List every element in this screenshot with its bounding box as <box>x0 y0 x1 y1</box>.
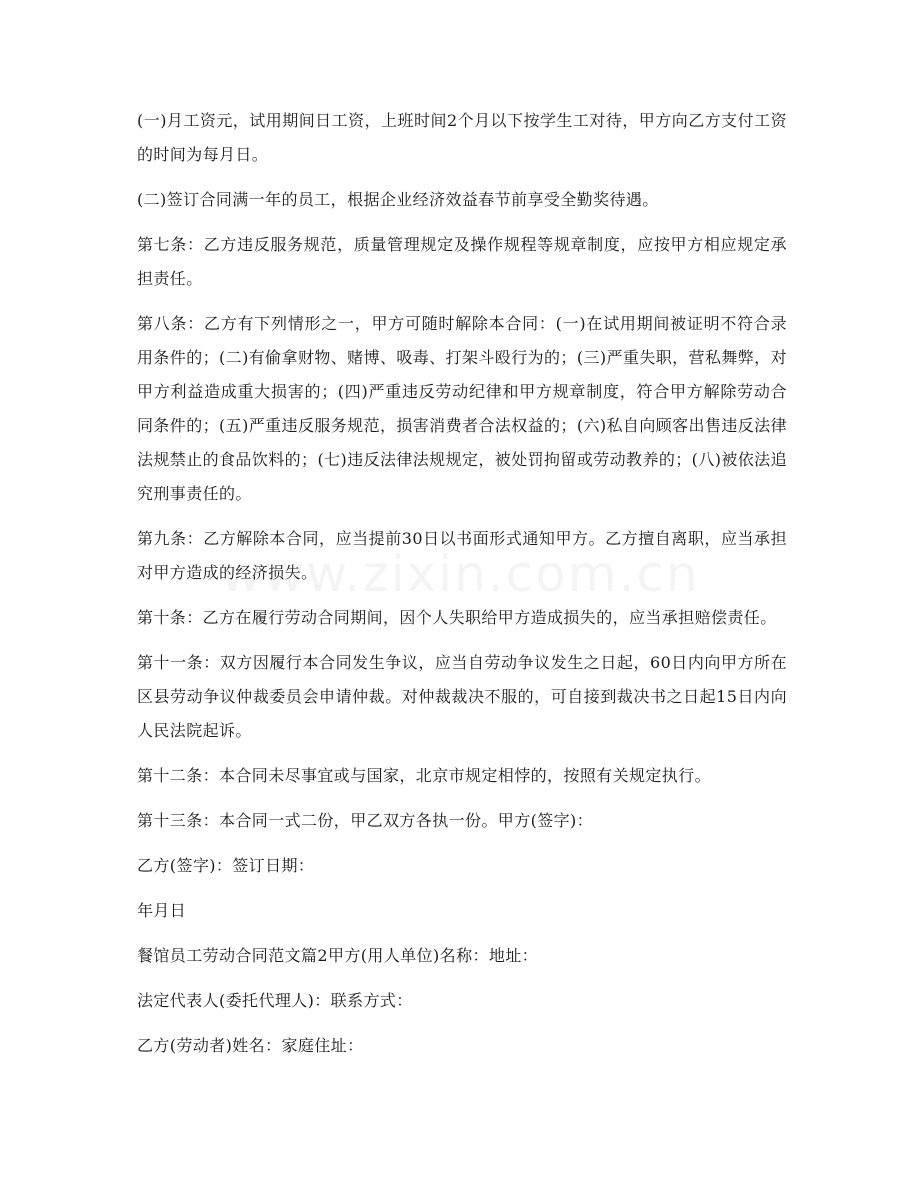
paragraph-party-b-signature: 乙方(签字)：签订日期： <box>137 856 315 875</box>
paragraph-date: 年月日 <box>137 901 187 920</box>
paragraph-article-11: 第十一条：双方因履行本合同发生争议，应当自劳动争议发生之日起，60日内向甲方所在区县劳动争议仲裁委员会申请仲裁。对仲裁裁决不服的，可自接到裁决书之日起15日内向人民法院起诉。 <box>137 653 787 740</box>
paragraph-contract-2-heading: 餐馆员工劳动合同范文篇2甲方(用人单位)名称：地址： <box>137 946 539 965</box>
paragraph-full-attendance-bonus: (二)签订合同满一年的员工，根据企业经济效益春节前享受全勤奖待遇。 <box>137 190 659 209</box>
paragraph-article-9: 第九条：乙方解除本合同，应当提前30日以书面形式通知甲方。乙方擅自离职，应当承担对甲方造成的经济损失。 <box>137 529 787 582</box>
paragraph-party-b-name: 乙方(劳动者)姓名：家庭住址： <box>137 1036 364 1055</box>
paragraph-legal-representative: 法定代表人(委托代理人)：联系方式： <box>137 991 413 1010</box>
paragraph-article-12: 第十二条：本合同未尽事宜或与国家，北京市规定相悖的，按照有关规定执行。 <box>137 766 712 785</box>
paragraph-monthly-wage: (一)月工资元，试用期间日工资，上班时间2个月以下按学生工对待，甲方向乙方支付工资的时间为每月日。 <box>137 111 787 164</box>
document-body <box>137 104 787 1074</box>
paragraph-article-8: 第八条：乙方有下列情形之一，甲方可随时解除本合同：(一)在试用期间被证明不符合录用条件的；(二)有偷拿财物、赌博、吸毒、打架斗殴行为的；(三)严重失职，营私舞弊，对甲方利益造成重大损害的；(四)严重违反劳动纪律和甲方规章制度，符合甲方解除劳动合同条件的；(五)严重违反服务规范，损害消费者合法权益的；(六)私自向顾客出售违反法律法规禁止的食品饮料的；(七)违反法律法规规定，被处罚拘留或劳动教养的；(八)被依法追究刑事责任的。 <box>137 314 787 503</box>
paragraph-article-10: 第十条：乙方在履行劳动合同期间，因个人失职给甲方造成损失的，应当承担赔偿责任。 <box>137 608 777 627</box>
paragraph-article-7: 第七条：乙方违反服务规范，质量管理规定及操作规程等规章制度，应按甲方相应规定承担责任。 <box>137 235 787 288</box>
paragraph-article-13: 第十三条：本合同一式二份，甲乙双方各执一份。甲方(签字)： <box>137 811 594 830</box>
